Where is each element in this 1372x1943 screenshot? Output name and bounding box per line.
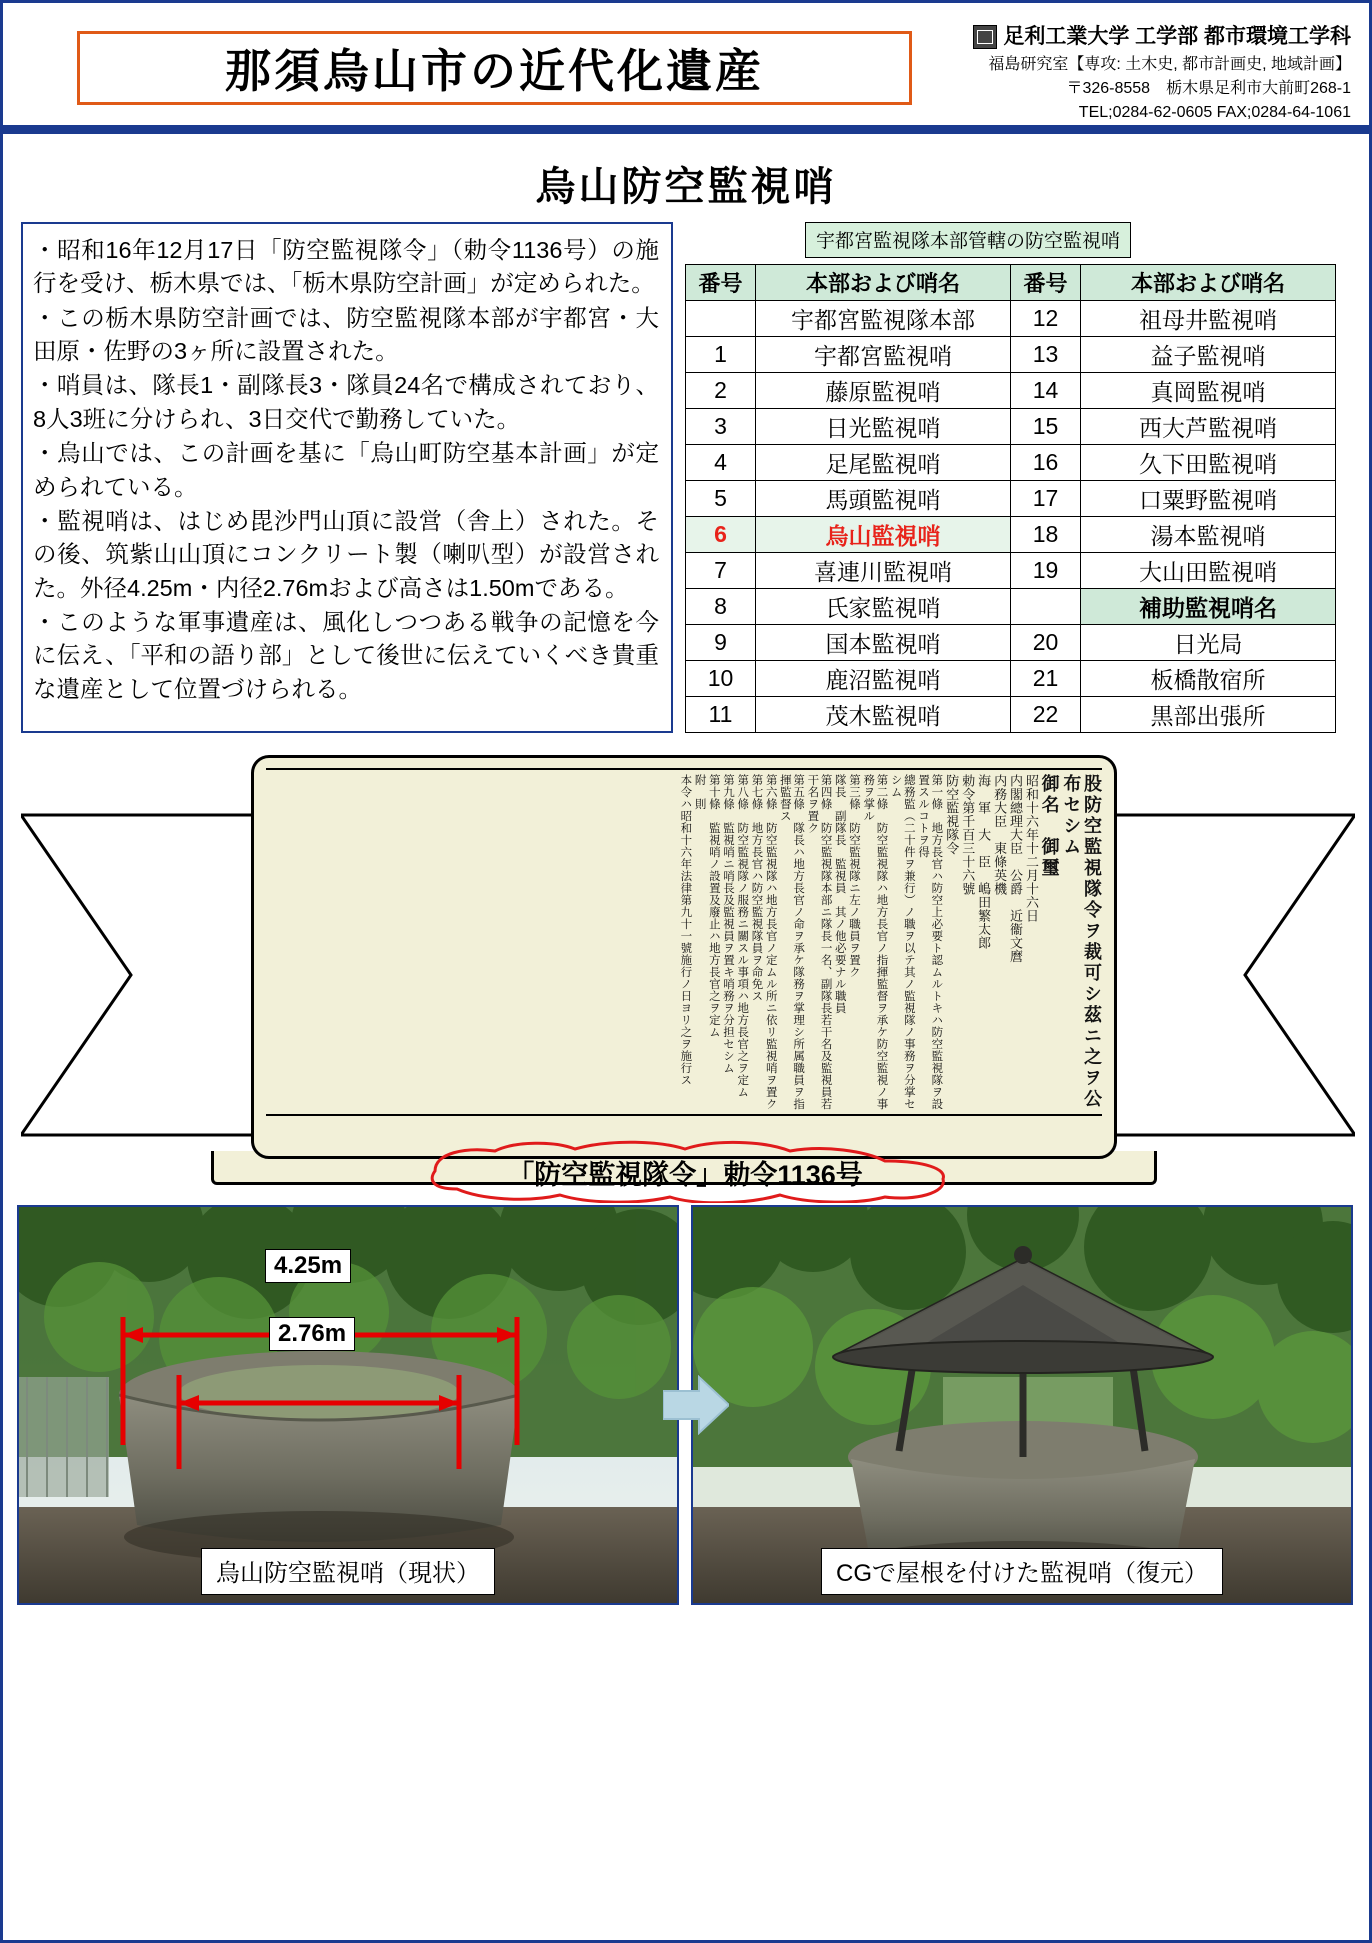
table-cell: 馬頭監視哨 [756, 481, 1011, 517]
table-cell: 18 [1011, 517, 1081, 553]
table-row [686, 337, 1336, 373]
doc-column: 第十條 監視哨ノ設置及廢止ハ地方長官之ヲ定ム [707, 774, 720, 1038]
table-cell: 10 [686, 661, 756, 697]
table-row [686, 445, 1336, 481]
description-paragraph: ・烏山では、この計画を基に「烏山町防空基本計画」が定められている。 [33, 440, 659, 500]
doc-column: 第五條 隊長ハ地方長官ノ命ヲ承ケ隊務ヲ掌理シ所属職員ヲ指揮監督ス [778, 774, 805, 1110]
table-cell: 益子監視哨 [1081, 337, 1336, 373]
table-row-highlighted [686, 517, 1336, 553]
table-subheader-cell: 補助監視哨名 [1081, 589, 1336, 625]
table-cell: 5 [686, 481, 756, 517]
table-cell: 喜連川監視哨 [756, 553, 1011, 589]
table-cell: 16 [1011, 445, 1081, 481]
doc-column: 御名 御璽 [1039, 774, 1060, 879]
table-cell: 黒部出張所 [1081, 697, 1336, 733]
table-cell: 久下田監視哨 [1081, 445, 1336, 481]
table-header-row [686, 265, 1336, 301]
table-header-cell: 番号 [686, 265, 756, 301]
poster-title-box [77, 31, 912, 105]
doc-column: 昭和十六年十二月十六日 [1023, 774, 1039, 923]
table-cell: 19 [1011, 553, 1081, 589]
table-cell: 9 [686, 625, 756, 661]
table-cell: 西大芦監視哨 [1081, 409, 1336, 445]
table-row [686, 409, 1336, 445]
table-row [686, 697, 1336, 733]
poster-header [3, 3, 1369, 131]
table-cell: 板橋散宿所 [1081, 661, 1336, 697]
doc-column: 内務大臣 東條英機 [992, 774, 1008, 896]
table-cell: 1 [686, 337, 756, 373]
document-banner [3, 747, 1369, 1199]
lab-contact: TEL;0284-62-0605 FAX;0284-64-1061 [1078, 103, 1351, 121]
poster-title: 那須烏山市の近代化遺産 [225, 45, 764, 97]
table-header-cell: 番号 [1011, 265, 1081, 301]
doc-column: 第七條 地方長官ハ防空監視隊員ヲ命免ス [750, 774, 763, 1002]
table-cell: 氏家監視哨 [756, 589, 1011, 625]
table-cell: 4 [686, 445, 756, 481]
table-cell: 22 [1011, 697, 1081, 733]
description-panel [21, 222, 673, 733]
table-cell: 国本監視哨 [756, 625, 1011, 661]
doc-column: 第八條 防空監視隊ノ服務ニ關スル事項ハ地方長官之ヲ定ム [736, 774, 749, 1098]
table-cell: 日光監視哨 [756, 409, 1011, 445]
header-divider [3, 125, 1369, 134]
monitor-post-table [685, 264, 1336, 733]
table-row [686, 553, 1336, 589]
description-paragraph: ・このような軍事遺産は、風化しつつある戦争の記憶を今に伝え、「平和の語り部」として後世に伝えていくべき貴重な遺産として位置づけられる。 [33, 608, 659, 702]
doc-column: 勅令第千百三十六號 [960, 774, 976, 896]
table-cell: 足尾監視哨 [756, 445, 1011, 481]
table-cell: 20 [1011, 625, 1081, 661]
description-paragraph: ・この栃木県防空計画では、防空監視隊本部が宇都宮・大田原・佐野の3ヶ所に設置された。 [33, 304, 659, 365]
doc-column: 第九條 監視哨ニ哨長及監視員ヲ置キ哨務ヲ分担セシム [722, 774, 735, 1074]
table-cell: 大山田監視哨 [1081, 553, 1336, 589]
table-cell: 宇都宮監視哨 [756, 337, 1011, 373]
table-cell: 13 [1011, 337, 1081, 373]
doc-column: 第六條 防空監視隊ハ地方長官ノ定ムル所ニ依リ監視哨ヲ置ク [764, 774, 777, 1110]
ordinance-callout [395, 1139, 975, 1203]
doc-column: 附 則 [693, 774, 706, 810]
doc-column: 隊長 副隊長 監視員 其ノ他必要ナル職員 [833, 774, 846, 1014]
table-cell: 12 [1011, 301, 1081, 337]
description-paragraph: ・昭和16年12月17日「防空監視隊令」（勅令1136号）の施行を受け、栃木県では、「栃木県防空計画」が定められた。 [33, 237, 659, 297]
table-cell: 7 [686, 553, 756, 589]
ordinance-callout-label: 「防空監視隊令」勅令1136号 [507, 1160, 863, 1190]
inner-diameter-label: 2.76m [269, 1317, 355, 1351]
photo-comparison [3, 1205, 1369, 1605]
outer-diameter-label: 4.25m [265, 1249, 351, 1283]
doc-column: 總務監（二十件ヲ兼行）ノ職ヲ以テ其ノ監視隊ノ事務ヲ分掌セシム [889, 774, 915, 1110]
doc-column: 股防空監視隊令ヲ裁可シ茲ニ之ヲ公布セシム [1061, 774, 1102, 1110]
table-row [686, 481, 1336, 517]
table-cell: 11 [686, 697, 756, 733]
table-cell: 日光局 [1081, 625, 1336, 661]
photo-cg-restoration [691, 1205, 1353, 1605]
doc-column: 防空監視隊令 [944, 774, 960, 855]
table-row [686, 301, 1336, 337]
table-row [686, 625, 1336, 661]
table-cell: 宇都宮監視隊本部 [756, 301, 1011, 337]
description-paragraph: ・監視哨は、はじめ毘沙門山頂に設営（舎上）された。その後、筑紫山山頂にコンクリート製（喇叭型）が設営された。外径4.25m・内径2.76mおよび高さは1.50mである。 [33, 507, 659, 601]
table-cell: 3 [686, 409, 756, 445]
table-cell: 17 [1011, 481, 1081, 517]
photo-caption-current: 烏山防空監視哨（現状） [201, 1548, 495, 1595]
table-cell: 15 [1011, 409, 1081, 445]
doc-column: 第四條 防空監視隊本部ニ隊長一名、副隊長若干名及監視員若干名ヲ置ク [806, 774, 832, 1110]
table-cell: 14 [1011, 373, 1081, 409]
lab-address: 〒326-8558 栃木県足利市大前町268-1 [1066, 79, 1351, 97]
table-cell [1011, 589, 1081, 625]
doc-column: 本令ハ昭和十六年法律第九十一號施行ノ日ヨリ之ヲ施行ス [679, 774, 692, 1086]
doc-column: 第三條 防空監視隊ニ左ノ職員ヲ置ク [848, 774, 860, 978]
table-cell: 藤原監視哨 [756, 373, 1011, 409]
table-row [686, 661, 1336, 697]
table-cell-highlighted: 6 [686, 517, 756, 553]
table-cell: 茂木監視哨 [756, 697, 1011, 733]
content-columns [3, 222, 1369, 733]
doc-column: 内閣總理大臣 公爵 近衞文麿 [1008, 774, 1023, 963]
table-header-cell: 本部および哨名 [1081, 265, 1336, 301]
table-cell: 21 [1011, 661, 1081, 697]
table-cell: 真岡監視哨 [1081, 373, 1336, 409]
imperial-ordinance-document [251, 755, 1117, 1159]
monitor-table-panel [685, 222, 1335, 733]
university-crest-icon [973, 25, 997, 49]
photo-caption-cg: CGで屋根を付けた監視哨（復元） [821, 1548, 1223, 1595]
table-cell: 2 [686, 373, 756, 409]
table-cell: 口粟野監視哨 [1081, 481, 1336, 517]
section-title: 烏山防空監視哨 [535, 165, 837, 209]
table-header-cell: 本部および哨名 [756, 265, 1011, 301]
right-arrow-icon [663, 1375, 729, 1435]
table-cell: 8 [686, 589, 756, 625]
doc-column: 第二條 防空監視隊ハ地方長官ノ指揮監督ヲ承ケ防空監視ノ事務ヲ掌ル [862, 774, 888, 1110]
description-paragraph: ・哨員は、隊長1・副隊長3・隊員24名で構成されており、8人3班に分けられ、3日交代で勤務していた。 [33, 372, 659, 432]
doc-column: 第一條 地方長官ハ防空上必要ト認ムルトキハ防空監視隊ヲ設置スルコトヲ得 [917, 774, 943, 1110]
university-name: 足利工業大学 工学部 都市環境工学科 [1003, 25, 1351, 48]
table-cell [686, 301, 756, 337]
table-cell: 鹿沼監視哨 [756, 661, 1011, 697]
doc-column: 海 軍 大 臣 嶋田繁太郎 [976, 774, 992, 950]
table-cell: 祖母井監視哨 [1081, 301, 1336, 337]
affiliation-block [973, 21, 1351, 125]
lab-name: 福島研究室【専攻: 土木史, 都市計画史, 地域計画】 [988, 55, 1351, 73]
table-cell-highlighted: 烏山監視哨 [756, 517, 1011, 553]
photo-current-state [17, 1205, 679, 1605]
table-caption: 宇都宮監視隊本部管轄の防空監視哨 [805, 222, 1131, 258]
table-row [686, 589, 1336, 625]
table-row [686, 373, 1336, 409]
table-cell: 湯本監視哨 [1081, 517, 1336, 553]
